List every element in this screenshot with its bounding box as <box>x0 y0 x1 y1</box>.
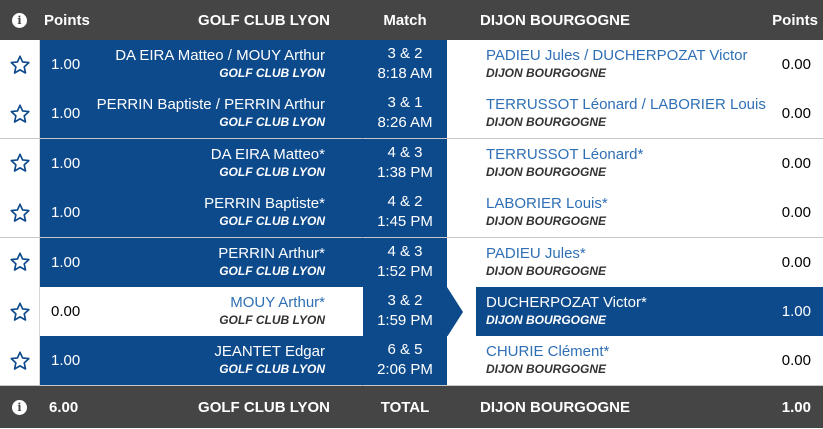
header-team-right: DIJON BOURGOGNE <box>480 11 631 29</box>
favorite-button[interactable] <box>0 336 40 385</box>
star-outline-icon <box>9 301 31 323</box>
tee-time: 1:45 PM <box>377 213 433 231</box>
left-side <box>40 89 363 138</box>
match-result[interactable] <box>363 336 447 385</box>
match-row[interactable] <box>0 40 823 90</box>
star-outline-icon <box>9 103 31 125</box>
left-names <box>97 96 325 131</box>
left-club: GOLF CLUB LYON <box>219 164 325 179</box>
right-side <box>476 336 823 385</box>
favorite-button[interactable] <box>0 188 40 237</box>
left-points: 1.00 <box>51 352 81 370</box>
scorecard-footer <box>0 386 823 428</box>
left-club: GOLF CLUB LYON <box>219 115 325 130</box>
favorite-button[interactable] <box>0 238 40 287</box>
right-club: DIJON BOURGOGNE <box>486 214 607 229</box>
winner-arrow <box>347 238 363 288</box>
right-club: DIJON BOURGOGNE <box>486 263 607 278</box>
match-result[interactable] <box>363 188 447 237</box>
match-result[interactable] <box>363 238 447 287</box>
left-points: 0.00 <box>51 303 81 320</box>
match-result[interactable] <box>363 139 447 188</box>
left-club: GOLF CLUB LYON <box>219 263 325 278</box>
star-outline-icon <box>9 152 31 174</box>
match-result[interactable] <box>363 89 447 138</box>
right-player[interactable]: LABORIER Louis* <box>486 195 608 213</box>
winner-arrow <box>447 287 463 337</box>
right-names <box>486 96 766 131</box>
right-points: 0.00 <box>781 105 811 123</box>
match-score: 3 & 2 <box>387 45 423 62</box>
left-names <box>115 47 325 82</box>
header-info-cell[interactable] <box>12 0 27 40</box>
footer-total-left: 6.00 <box>49 398 79 416</box>
right-player[interactable]: TERRUSSOT Léonard / LABORIER Louis <box>486 96 766 114</box>
match-score: 3 & 2 <box>387 292 423 309</box>
right-side <box>476 188 823 237</box>
favorite-button[interactable] <box>0 287 40 336</box>
right-names <box>486 343 609 378</box>
footer-team-left: GOLF CLUB LYON <box>198 398 330 416</box>
match-row[interactable] <box>0 287 823 337</box>
tee-time: 8:18 AM <box>377 65 433 82</box>
right-club: DIJON BOURGOGNE <box>486 313 607 327</box>
left-player[interactable]: PERRIN Baptiste* <box>204 195 325 213</box>
right-points: 0.00 <box>781 154 811 172</box>
right-names <box>486 195 608 230</box>
left-player[interactable]: DA EIRA Matteo / MOUY Arthur <box>115 47 325 64</box>
right-club: DIJON BOURGOGNE <box>486 164 607 179</box>
left-player[interactable]: JEANTET Edgar <box>214 343 325 361</box>
right-club: DIJON BOURGOGNE <box>486 362 607 377</box>
header-team-left: GOLF CLUB LYON <box>198 11 330 29</box>
match-row[interactable] <box>0 188 823 238</box>
left-side <box>40 287 363 336</box>
left-side <box>40 336 363 385</box>
left-club: GOLF CLUB LYON <box>219 214 325 229</box>
left-side <box>40 188 363 237</box>
right-club: DIJON BOURGOGNE <box>486 66 607 80</box>
left-names <box>214 343 325 378</box>
right-player[interactable]: PADIEU Jules* <box>486 244 586 262</box>
right-points: 0.00 <box>781 56 811 73</box>
match-row[interactable] <box>0 89 823 139</box>
left-names <box>218 245 325 280</box>
info-icon[interactable]: i <box>12 400 27 415</box>
left-points: 1.00 <box>51 253 81 271</box>
left-points: 1.00 <box>51 105 81 123</box>
match-score: 4 & 3 <box>387 143 423 161</box>
footer-info-cell[interactable] <box>12 386 27 428</box>
left-names <box>204 195 325 230</box>
right-names <box>486 47 747 82</box>
left-side <box>40 40 363 89</box>
left-player[interactable]: PERRIN Baptiste / PERRIN Arthur <box>96 96 325 114</box>
left-names <box>219 294 325 329</box>
left-player[interactable]: PERRIN Arthur* <box>218 244 325 262</box>
header-match: Match <box>383 11 427 29</box>
left-points: 1.00 <box>51 56 81 73</box>
match-row[interactable] <box>0 238 823 288</box>
match-score: 4 & 3 <box>387 242 423 260</box>
right-player[interactable]: CHURIE Clément* <box>486 343 610 361</box>
star-outline-icon <box>9 251 31 273</box>
right-side <box>476 139 823 188</box>
left-names <box>211 146 325 181</box>
right-side <box>476 238 823 287</box>
right-player[interactable]: PADIEU Jules / DUCHERPOZAT Victor <box>486 47 748 64</box>
right-names <box>486 146 643 181</box>
left-side <box>40 139 363 188</box>
left-club: GOLF CLUB LYON <box>219 66 325 80</box>
favorite-button[interactable] <box>0 89 40 138</box>
right-points: 0.00 <box>781 253 811 271</box>
header-points-left: Points <box>44 11 90 29</box>
left-club: GOLF CLUB LYON <box>219 362 325 377</box>
right-side <box>476 89 823 138</box>
right-points: 0.00 <box>781 204 811 222</box>
left-player[interactable]: DA EIRA Matteo* <box>210 145 325 163</box>
left-side <box>40 238 363 287</box>
tee-time: 8:26 AM <box>377 114 433 132</box>
right-side <box>476 40 823 89</box>
right-points: 0.00 <box>781 352 811 370</box>
match-score: 4 & 2 <box>387 193 423 211</box>
right-points: 1.00 <box>781 303 811 320</box>
winner-arrow <box>347 139 363 189</box>
right-names <box>486 245 606 280</box>
star-outline-icon <box>9 202 31 224</box>
match-score: 6 & 5 <box>387 341 423 359</box>
right-side <box>476 287 823 336</box>
scorecard-header <box>0 0 823 40</box>
right-club: DIJON BOURGOGNE <box>486 115 607 130</box>
match-score: 3 & 1 <box>387 94 423 112</box>
left-player[interactable]: MOUY Arthur* <box>230 294 325 311</box>
tee-time: 2:06 PM <box>377 361 433 379</box>
favorite-button[interactable] <box>0 40 40 89</box>
tee-time: 1:59 PM <box>377 312 433 329</box>
footer-team-right: DIJON BOURGOGNE <box>480 398 631 416</box>
match-result[interactable] <box>363 40 447 89</box>
left-points: 1.00 <box>51 204 81 222</box>
winner-arrow <box>347 336 363 386</box>
header-points-right: Points <box>772 11 818 29</box>
tee-time: 1:52 PM <box>377 262 433 280</box>
star-outline-icon <box>9 350 31 372</box>
winner-arrow <box>347 40 363 90</box>
match-row[interactable] <box>0 336 823 386</box>
right-names <box>486 294 647 329</box>
right-player[interactable]: TERRUSSOT Léonard* <box>486 145 644 163</box>
left-club: GOLF CLUB LYON <box>219 313 325 327</box>
tee-time: 1:38 PM <box>377 163 433 181</box>
star-outline-icon <box>9 54 31 76</box>
footer-total-right: 1.00 <box>781 398 811 416</box>
winner-arrow <box>347 188 363 238</box>
match-row[interactable] <box>0 139 823 189</box>
footer-total-label: TOTAL <box>380 398 430 416</box>
info-icon[interactable]: i <box>12 13 27 28</box>
winner-arrow <box>347 89 363 139</box>
right-player[interactable]: DUCHERPOZAT Victor* <box>486 294 647 311</box>
match-result[interactable] <box>363 287 447 336</box>
favorite-button[interactable] <box>0 139 40 188</box>
left-points: 1.00 <box>51 154 81 172</box>
